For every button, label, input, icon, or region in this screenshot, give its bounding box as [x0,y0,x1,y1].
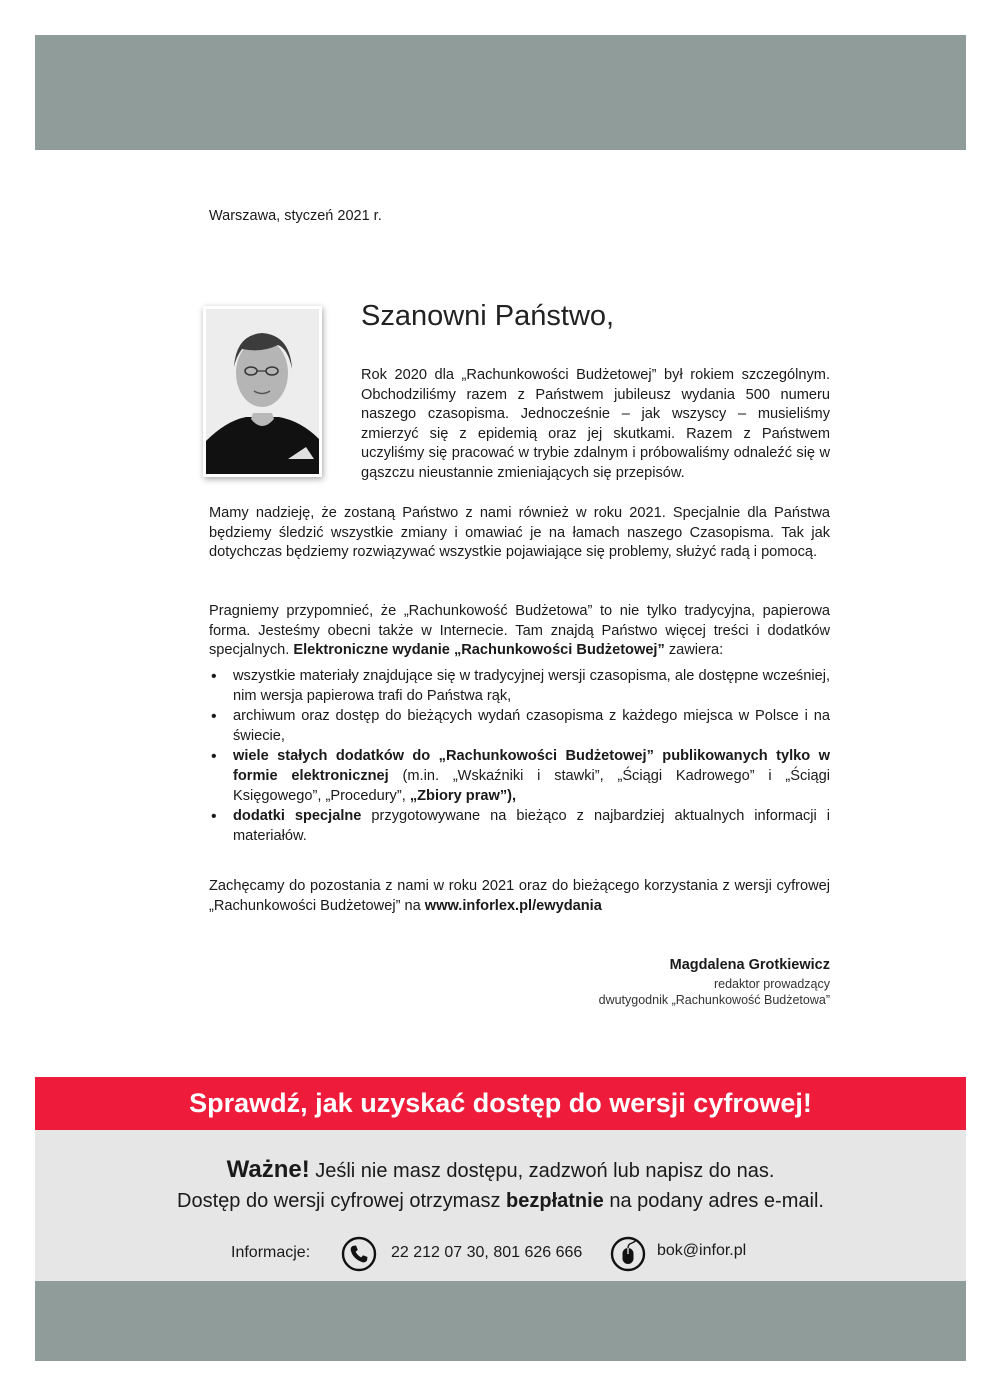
important-text: Jeśli nie masz dostępu, zadzwoń lub napisz do nas. [309,1160,775,1182]
list-item-text: archiwum oraz dostęp do bieżących wydań czasopisma z każdego miejsca w Polsce i na świecie, [233,708,830,744]
free-access-bold: bezpłatnie [506,1190,604,1212]
info-panel [35,1130,966,1281]
portrait-image [206,309,319,474]
reminder-tail: zawiera: [664,642,724,659]
free-access-line [35,1190,966,1213]
closing-text: Zachęcamy do pozostania z nami w roku 2021 oraz do bieżącego korzystania z wersji cyfrowej „Rachunkowości Budżetowej” na [209,878,830,914]
list-item-text: wszystkie materiały znajdujące się w tradycyjnej wersji czasopisma, ale dostępne wcześniej, nim wersja papierowa trafi do Państwa rąk, [233,668,830,704]
list-item-text: przygotowywane na bieżąco z najbardziej aktualnych informacji i materiałów. [233,808,830,844]
salutation-heading: Szanowni Państwo, [361,300,615,332]
editor-photo [203,306,322,477]
signature-publication: dwutygodnik „Rachunkowość Budżetowa” [598,993,830,1007]
paragraph-reminder [209,602,830,661]
list-item [209,807,830,846]
important-line [35,1156,966,1184]
list-item [209,667,830,706]
list-item-bold: wiele stałych dodatków do „Rachunkowości Budżetowej” publikowanych tylko w formie elektronicznej [233,748,830,784]
feature-list [209,667,830,846]
signature-role: redaktor prowadzący [713,977,830,991]
mouse-icon [610,1236,646,1272]
phone-numbers[interactable]: 22 212 07 30, 801 626 666 [391,1244,583,1261]
list-item-bold: „Zbiory praw”), [409,787,517,804]
ewydania-link[interactable]: www.inforlex.pl/ewydania [424,897,602,914]
bottom-decorative-band [35,1281,966,1361]
reminder-bold: Elektroniczne wydanie „Rachunkowości Budżetowej” [293,642,665,659]
phone-icon [341,1236,377,1272]
important-label: Ważne! [226,1156,310,1183]
list-item-bold: dodatki specjalne [233,808,362,825]
contact-row [35,1234,966,1274]
paragraph-closing [209,877,830,916]
free-access-text: Dostęp do wersji cyfrowej otrzymasz [177,1190,507,1212]
signature-name: Magdalena Grotkiewicz [669,957,830,973]
digital-access-banner: Sprawdź, jak uzyskać dostęp do wersji cyfrowej! [35,1077,966,1130]
letter-date: Warszawa, styczeń 2021 r. [209,208,382,224]
intro-paragraph: Rok 2020 dla „Rachunkowości Budżetowej” był rokiem szczególnym. Obchodziliśmy razem z Państwem jubileusz wydania 500 numeru naszego czasopisma. Jednocześnie – jak wszyscy – musieliśmy zmierzyć się z epidemią oraz jej skutkami. Razem z Państwem uczyliśmy się pracować w trybie zdalnym i próbowaliśmy odnaleźć się w gąszczu nieustannie zmieniających się przepisów. [361,367,830,481]
list-item [209,707,830,746]
email-address[interactable]: bok@infor.pl [657,1242,747,1259]
top-decorative-band [35,35,966,150]
signature-block [599,957,830,1009]
reminder-lead: Pragniemy przypomnieć, że „Rachunkowość Budżetowa” to nie tylko tradycyjna, papierowa forma. Jesteśmy obecni także w Internecie. Tam znajdą Państwo więcej treści i dodatków specjalnych. [209,603,830,659]
free-access-tail: na podany adres e-mail. [603,1190,824,1212]
list-item-text: (m.in. „Wskaźniki i stawki”, „Ściągi Kadrowego” i „Ściągi Księgowego”, „Procedury”, [233,767,831,804]
list-item [209,747,830,806]
contact-label: Informacje: [231,1244,311,1261]
paragraph-hope: Mamy nadzieję, że zostaną Państwo z nami również w roku 2021. Specjalnie dla Państwa będziemy śledzić wszystkie zmiany i omawiać je na łamach naszego Czasopisma. Tak jak dotychczas będziemy rozwiązywać wszystkie pojawiające się problemy, służyć radą i pomocą. [209,505,830,561]
